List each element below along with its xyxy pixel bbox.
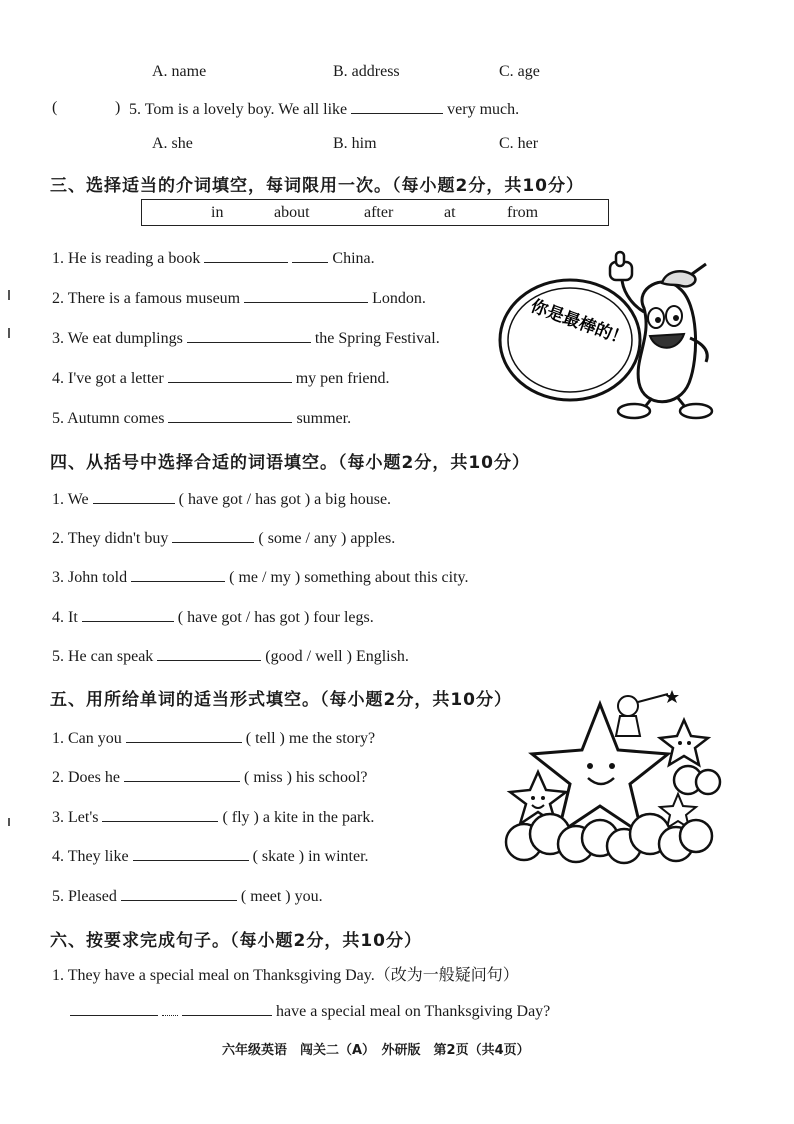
star-eye	[541, 796, 545, 800]
q4-option-a: A. name	[152, 63, 207, 80]
section6-item-1-answer: have a special meal on Thanksgiving Day?	[70, 1001, 550, 1021]
section5-item: 4. They like ( skate ) in winter.	[52, 848, 369, 865]
q5-option-c: C. her	[499, 135, 539, 152]
section4-item: 4. It ( have got / has got ) four legs.	[52, 609, 374, 626]
section5-heading: 五、用所给单词的适当形式填空。（每小题2分，共10分）	[50, 690, 512, 710]
page-footer: 六年级英语 闯关二（A） 外研版 第2页（共4页）	[222, 1043, 530, 1058]
answer-blank[interactable]	[168, 408, 292, 423]
word-bank-word: from	[507, 204, 539, 221]
answer-blank[interactable]	[82, 607, 174, 622]
word-bank-box	[141, 199, 609, 226]
answer-blank[interactable]	[182, 1001, 272, 1016]
answer-blank[interactable]	[157, 646, 261, 661]
fairy-head	[618, 696, 638, 716]
section5-item: 2. Does he ( miss ) his school?	[52, 769, 368, 786]
answer-blank[interactable]	[204, 248, 288, 263]
eggplant-mascot-illustration	[494, 248, 726, 426]
q4-option-b: B. address	[333, 63, 400, 80]
answer-blank[interactable]	[131, 567, 225, 582]
answer-blank[interactable]	[121, 886, 237, 901]
badge-text: 你是最棒的！	[527, 296, 631, 351]
answer-blank[interactable]	[124, 767, 240, 782]
answer-blank[interactable]	[126, 728, 242, 743]
answer-blank[interactable]	[70, 1001, 158, 1016]
q5-question	[129, 99, 519, 119]
section6-item-1: 1. They have a special meal on Thanksgiving Day.（改为一般疑问句）	[52, 967, 519, 984]
fairy-dress	[616, 716, 640, 736]
section3-heading: 三、选择适当的介词填空，每词限用一次。（每小题2分，共10分）	[50, 176, 584, 196]
answer-blank[interactable]	[133, 846, 249, 861]
section4-item: 1. We ( have got / has got ) a big house.	[52, 491, 392, 508]
section5-item: 5. Pleased ( meet ) you.	[52, 888, 323, 905]
star-eye	[587, 763, 593, 769]
star-eye	[678, 741, 682, 745]
word-bank-word: at	[444, 204, 456, 221]
pupil	[673, 315, 679, 321]
word-bank-word: about	[274, 204, 310, 221]
answer-blank[interactable]	[102, 807, 218, 822]
answer-blank[interactable]	[244, 288, 368, 303]
eggplant-stem	[662, 271, 695, 286]
word-bank-word: in	[211, 204, 224, 221]
q5-answer-paren-open: (	[52, 99, 58, 116]
q5-blank[interactable]	[351, 99, 443, 114]
q5-text-before: 5. Tom is a lovely boy. We all like	[129, 101, 348, 118]
q4-option-c: C. age	[499, 63, 540, 80]
section4-heading: 四、从括号中选择合适的词语填空。（每小题2分，共10分）	[50, 453, 530, 473]
answer-blank[interactable]	[292, 248, 328, 263]
q5-option-a: A. she	[152, 135, 193, 152]
section4-item: 2. They didn't buy ( some / any ) apples.	[52, 530, 396, 547]
section3-item: 4. I've got a letter my pen friend.	[52, 370, 390, 387]
q5-answer-paren-close: )	[115, 99, 121, 116]
q5-text-after: very much.	[447, 101, 520, 118]
eggplant-stem-tip	[692, 264, 706, 274]
section6-heading: 六、按要求完成句子。（每小题2分，共10分）	[50, 931, 422, 951]
section5-item: 1. Can you ( tell ) me the story?	[52, 730, 376, 747]
word-bank-word: after	[364, 204, 394, 221]
stars-clouds-illustration	[500, 688, 724, 868]
scan-mark	[8, 290, 10, 300]
answer-blank[interactable]	[93, 489, 175, 504]
shoe	[680, 404, 712, 418]
answer-blank[interactable]	[168, 368, 292, 383]
answer-blank[interactable]	[187, 328, 311, 343]
section3-item: 5. Autumn comes summer.	[52, 410, 352, 427]
q5-option-b: B. him	[333, 135, 377, 152]
section5-item: 3. Let's ( fly ) a kite in the park.	[52, 809, 375, 826]
star-eye	[609, 763, 615, 769]
section3-item: 2. There is a famous museum London.	[52, 290, 426, 307]
scan-mark	[8, 328, 10, 338]
shoe	[618, 404, 650, 418]
star-eye	[687, 741, 691, 745]
thumb	[616, 252, 624, 266]
small-star-right	[660, 720, 708, 765]
scan-mark	[8, 818, 10, 826]
star-eye	[531, 796, 535, 800]
section3-item: 3. We eat dumplings the Spring Festival.	[52, 330, 440, 347]
section4-item: 3. John told ( me / my ) something about this city.	[52, 569, 469, 586]
pupil	[655, 317, 661, 323]
fairy-wand	[638, 694, 668, 702]
section3-item: 1. He is reading a book China.	[52, 250, 375, 267]
answer-blank[interactable]	[162, 1001, 178, 1016]
answer-blank[interactable]	[172, 528, 254, 543]
section4-item: 5. He can speak (good / well ) English.	[52, 648, 409, 665]
wand-star-icon	[665, 690, 679, 703]
